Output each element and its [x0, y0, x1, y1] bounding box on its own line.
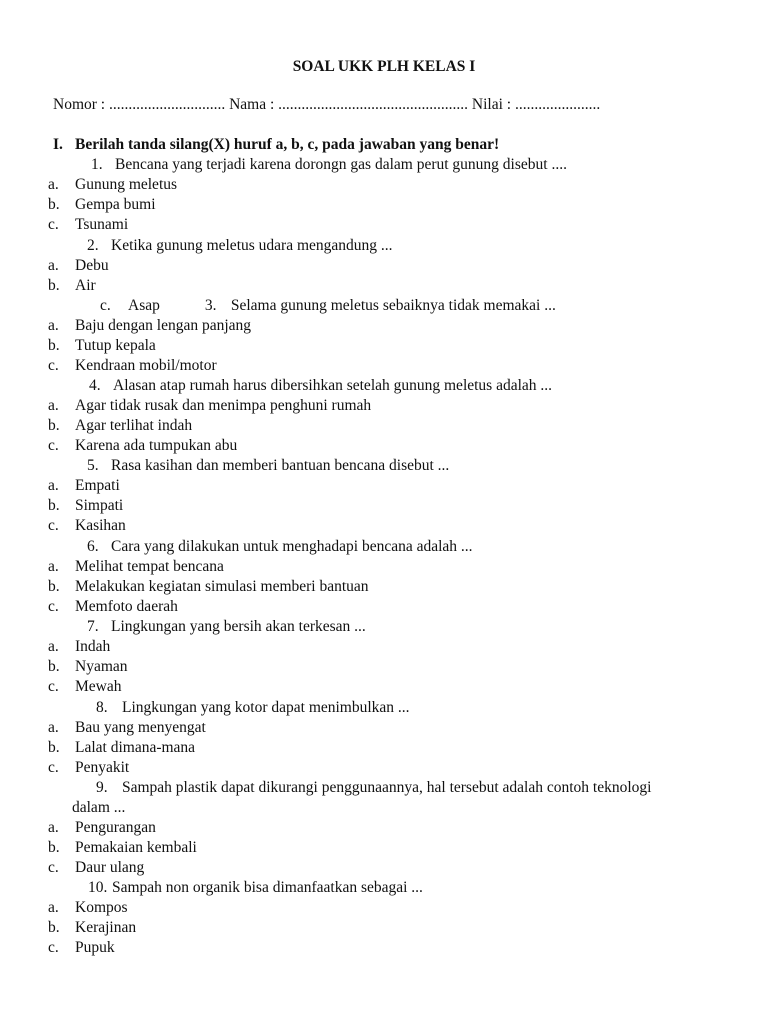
question-number: 2.: [87, 237, 99, 254]
option-letter: a.: [48, 176, 59, 193]
option-text: Indah: [75, 638, 111, 655]
question-1: [91, 155, 567, 175]
option-letter: a.: [48, 317, 59, 334]
option-text: Mewah: [75, 678, 122, 695]
question-10: [88, 878, 423, 898]
option-letter: c.: [48, 437, 59, 454]
answer-option[interactable]: [48, 256, 109, 276]
answer-option[interactable]: [48, 818, 156, 838]
option-text: Lalat dimana-mana: [75, 739, 196, 756]
option-text: Nyaman: [75, 658, 128, 675]
mixed-line: [100, 296, 556, 316]
option-letter: a.: [48, 819, 59, 836]
answer-option[interactable]: [48, 396, 371, 416]
option-letter: a.: [48, 638, 59, 655]
question-5: [87, 456, 449, 476]
answer-option[interactable]: [48, 195, 156, 215]
answer-option[interactable]: [48, 496, 123, 516]
option-letter: b.: [48, 839, 60, 856]
question-text: Cara yang dilakukan untuk menghadapi bencana adalah ...: [111, 538, 473, 555]
question-4: [89, 376, 552, 396]
option-letter: c.: [48, 678, 59, 695]
option-letter: c.: [48, 598, 59, 615]
answer-option[interactable]: [48, 276, 96, 296]
question-7: [87, 617, 366, 637]
option-letter: a.: [48, 397, 59, 414]
option-letter: b.: [48, 417, 60, 434]
question-text: Rasa kasihan dan memberi bantuan bencana disebut ...: [111, 457, 450, 474]
option-text: Kasihan: [75, 517, 126, 534]
option-text: Melihat tempat bencana: [75, 558, 224, 575]
question-number: 9.: [96, 779, 108, 796]
option-text: Air: [75, 277, 96, 294]
section-number: I.: [53, 136, 63, 153]
answer-option[interactable]: [48, 938, 115, 958]
option-text: Gunung meletus: [75, 176, 178, 193]
option-text: Agar terlihat indah: [75, 417, 193, 434]
question-text: Lingkungan yang kotor dapat menimbulkan ...: [122, 699, 410, 716]
answer-option[interactable]: [48, 898, 128, 918]
option-text: Pupuk: [75, 939, 115, 956]
option-text: Agar tidak rusak dan menimpa penghuni rumah: [75, 397, 372, 414]
answer-option[interactable]: [48, 577, 369, 597]
question-text: Ketika gunung meletus udara mengandung ...: [111, 237, 393, 254]
question-9: [96, 778, 651, 798]
option-text: Pengurangan: [75, 819, 156, 836]
option-letter: c.: [100, 297, 111, 314]
question-number: 10.: [88, 879, 108, 896]
option-text: Kompos: [75, 899, 128, 916]
question-number: 3.: [204, 297, 217, 314]
question-number: 4.: [89, 377, 101, 394]
answer-option[interactable]: [48, 336, 156, 356]
option-letter: c.: [48, 357, 59, 374]
question-3: [205, 296, 556, 316]
option-text: Tutup kepala: [75, 337, 156, 354]
question-text: Sampah plastik dapat dikurangi penggunaannya, hal tersebut adalah contoh teknologi: [122, 779, 652, 796]
answer-option[interactable]: [48, 677, 122, 697]
answer-option[interactable]: [48, 356, 217, 376]
option-letter: c.: [48, 517, 59, 534]
option-letter: b.: [48, 277, 60, 294]
question-text: Alasan atap rumah harus dibersihkan setelah gunung meletus adalah ...: [113, 377, 553, 394]
option-text: Baju dengan lengan panjang: [75, 317, 252, 334]
answer-option[interactable]: [100, 296, 160, 316]
option-text: Gempa bumi: [75, 196, 156, 213]
answer-option[interactable]: [48, 476, 120, 496]
question-8: [96, 698, 410, 718]
option-letter: b.: [48, 919, 60, 936]
answer-option[interactable]: [48, 597, 178, 617]
question-2: [87, 236, 393, 256]
option-letter: a.: [48, 257, 59, 274]
option-letter: b.: [48, 658, 60, 675]
option-text: Daur ulang: [75, 859, 145, 876]
option-text: Pemakaian kembali: [75, 839, 197, 856]
option-text: Penyakit: [75, 759, 130, 776]
option-text: Tsunami: [75, 216, 129, 233]
section-instruction: Berilah tanda silang(X) huruf a, b, c, pada jawaban yang benar!: [75, 136, 500, 153]
option-letter: a.: [48, 477, 59, 494]
option-text: Simpati: [75, 497, 124, 514]
option-letter: c.: [48, 216, 59, 233]
option-letter: b.: [48, 497, 60, 514]
question-text: Bencana yang terjadi karena dorongn gas dalam perut gunung disebut ....: [115, 156, 567, 173]
option-text: Melakukan kegiatan simulasi memberi bantuan: [75, 578, 369, 595]
option-text: Debu: [75, 257, 109, 274]
answer-option[interactable]: [48, 557, 224, 577]
question-number: 7.: [87, 618, 99, 635]
question-number: 8.: [96, 699, 108, 716]
option-letter: b.: [48, 739, 60, 756]
question-6: [87, 537, 473, 557]
option-text: Kendraan mobil/motor: [75, 357, 217, 374]
option-letter: b.: [48, 196, 60, 213]
question-number: 5.: [87, 457, 99, 474]
answer-option[interactable]: [48, 838, 197, 858]
option-text: Bau yang menyengat: [75, 719, 206, 736]
option-text: Memfoto daerah: [75, 598, 178, 615]
page-title: SOAL UKK PLH KELAS I: [292, 58, 476, 75]
option-letter: c.: [48, 759, 59, 776]
option-text: Karena ada tumpukan abu: [75, 437, 238, 454]
answer-option[interactable]: [48, 918, 136, 938]
section-heading: [53, 135, 499, 155]
answer-option[interactable]: [48, 657, 128, 677]
option-letter: a.: [48, 899, 59, 916]
option-letter: a.: [48, 558, 59, 575]
option-letter: b.: [48, 578, 60, 595]
answer-option[interactable]: [48, 718, 206, 738]
option-text: Asap: [128, 297, 160, 314]
answer-option[interactable]: [48, 416, 192, 436]
question-text: Selama gunung meletus sebaiknya tidak memakai ...: [230, 297, 556, 314]
option-letter: c.: [48, 859, 59, 876]
question-9-continuation: dalam ...: [72, 799, 126, 816]
answer-option[interactable]: [48, 637, 110, 657]
answer-option[interactable]: [48, 516, 126, 536]
option-text: Kerajinan: [75, 919, 137, 936]
question-number: 1.: [91, 156, 103, 173]
option-letter: b.: [48, 337, 60, 354]
answer-option[interactable]: [48, 738, 195, 758]
answer-option[interactable]: [48, 436, 237, 456]
answer-option[interactable]: [48, 215, 128, 235]
answer-option[interactable]: [48, 858, 144, 878]
answer-option[interactable]: [48, 316, 251, 336]
option-letter: c.: [48, 939, 59, 956]
question-text: Sampah non organik bisa dimanfaatkan sebagai ...: [112, 879, 423, 896]
option-text: Empati: [75, 477, 120, 494]
question-text: Lingkungan yang bersih akan terkesan ...: [111, 618, 366, 635]
option-letter: a.: [48, 719, 59, 736]
answer-option[interactable]: [48, 175, 177, 195]
identity-header: Nomor : .............................. Nama : ................................................. Nilai : ......................: [53, 96, 601, 113]
answer-option[interactable]: [48, 758, 129, 778]
question-number: 6.: [87, 538, 99, 555]
